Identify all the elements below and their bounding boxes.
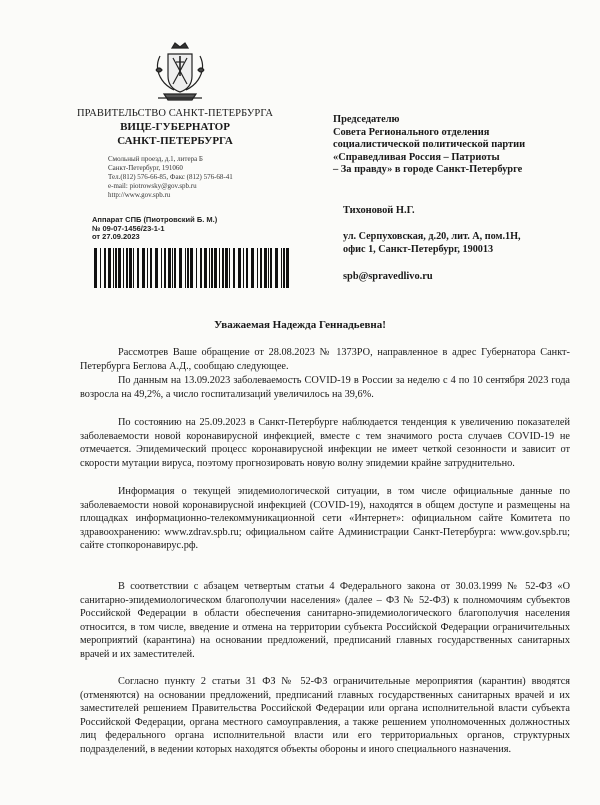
barcode-bar [94, 248, 97, 288]
contact-line: Смольный проезд, д.1, литера Б [108, 155, 203, 163]
office-title-line1: ВИЦЕ-ГУБЕРНАТОР [120, 121, 230, 133]
addressee-line: «Справедливая Россия – Патриоты [333, 151, 500, 163]
barcode-bar [283, 248, 285, 288]
addressee-name: Тихоновой Н.Г. [343, 205, 415, 216]
barcode-bar [251, 248, 254, 288]
barcode-bar [268, 248, 269, 288]
document-barcode [92, 248, 292, 288]
contact-line: Санкт-Петербург, 191060 [108, 164, 183, 172]
barcode-bar [126, 248, 128, 288]
barcode-bar [150, 248, 152, 288]
barcode-bar [113, 248, 114, 288]
barcode-bar [229, 248, 230, 288]
body-paragraph: По состоянию на 25.09.2023 в Санкт-Петербурге наблюдается тенденция к увеличению показателей заболеваемости новой коронавирусной инфекцией, вместе с тем значимого роста случаев COVID-19 не отмечается. Эпидемический процесс коронавирусной инфекции не имеет четкой сезонности и зависит от скорости мутации вируса, поэтому прогнозировать новую волну эпидемии крайне затруднительно. [80, 417, 570, 469]
barcode-bar [174, 248, 176, 288]
barcode-bar [104, 248, 106, 288]
barcode-bar [238, 248, 241, 288]
barcode-bar [137, 248, 139, 288]
barcode-bar [164, 248, 166, 288]
barcode-bar [246, 248, 248, 288]
barcode-bar [100, 248, 101, 288]
body-paragraph: В соответствии с абзацем четвертым статьи 4 Федерального закона от 30.03.1999 № 52-ФЗ «О санитарно-эпидемиологическом благополучии населения» (далее – ФЗ № 52-ФЗ) к полномочиям субъектов Российской Федерации в области обеспечения санитарно-эпидемиологического благополучия населения относится, в том числе, введение и отмена на территории субъекта Российской Федерации ограничительных мероприятий (карантина) на основании предложений, предписаний главных государственных санитарных врачей и их заместителей. [80, 581, 570, 660]
office-title-line2: САНКТ-ПЕТЕРБУРГА [117, 135, 233, 147]
addressee-address-line1: ул. Серпуховская, д.20, лит. А, пом.1Н, [343, 231, 521, 242]
barcode-bar [168, 248, 171, 288]
addressee-line: – За правду» в городе Санкт-Петербурге [333, 164, 523, 175]
sender-block [60, 108, 290, 147]
barcode-bar [196, 248, 197, 288]
contact-line: Тел.(812) 576-66-85, Факс (812) 576-68-41 [108, 173, 233, 181]
stamp-line: от 27.09.2023 [92, 232, 140, 241]
barcode-bar [222, 248, 224, 288]
barcode-bar [260, 248, 262, 288]
barcode-bar [219, 248, 220, 288]
barcode-bar [190, 248, 193, 288]
barcode-bar [147, 248, 148, 288]
barcode-bar [155, 248, 158, 288]
barcode-bar [257, 248, 258, 288]
barcode-bar [204, 248, 207, 288]
barcode-bar [264, 248, 267, 288]
barcode-bar [115, 248, 117, 288]
body-paragraph: Информация о текущей эпидемиологической ситуации, в том числе официальные данные по заболеваемости новой коронавирусной инфекцией (COVID-19), находятся в общем доступе и размещены на площадках информационно-телекоммуникационной сети «Интернет»: официальном сайте Комитета по здравоохранению: www.zdrav.spb.ru; официальном сайте Администрации Санкт-Петербурга: www.gov.spb.ru; сайте стопкоронавирус.рф. [80, 486, 570, 551]
addressee-email: spb@spravedlivo.ru [343, 271, 433, 282]
stamp-line: № 09-07-1456/23-1-1 [92, 223, 165, 233]
barcode-bar [179, 248, 182, 288]
salutation: Уважаемая Надежда Геннадьевна! [214, 319, 386, 331]
addressee-line: Совета Регионального отделения [333, 126, 490, 138]
body-paragraph: Согласно пункту 2 статьи 31 ФЗ № 52-ФЗ ограничительные мероприятия (карантин) вводятся (отменяются) на основании предложений, предписаний главных государственных санитарных врачей и их заместителей решением Правительства Российской Федерации или органа исполнительной власти субъекта Российской Федерации, органа местного самоуправления, а также решением уполномоченных должностных лиц федерального органа исполнительной власти или его территориальных органов, структурных подразделений, в ведении которых находятся объекты обороны и иного специального назначения. [80, 676, 570, 755]
barcode-bar [209, 248, 210, 288]
body-paragraph: По данным на 13.09.2023 заболеваемость COVID-19 в России за неделю с 4 по 10 сентября 2023 года возросла на 49,2%, а число госпитализаций увеличилось на 39,6%. [80, 375, 570, 400]
registration-stamp [92, 216, 217, 242]
barcode-bar [129, 248, 132, 288]
addressee-line: социалистической политической партии [333, 139, 526, 150]
barcode-bar [187, 248, 189, 288]
body-paragraph: Рассмотрев Ваше обращение от 28.08.2023 № 1373РО, направленное в адрес Губернатора Санкт-Петербурга Беглова А.Д., сообщаю следующее. [80, 347, 570, 372]
barcode-bar [225, 248, 228, 288]
barcode-bar [118, 248, 121, 288]
barcode-bar [243, 248, 244, 288]
contact-line: e-mail: piotrowsky@gov.spb.ru [108, 182, 197, 190]
contact-line: http://www.gov.spb.ru [108, 191, 171, 199]
barcode-bar [142, 248, 145, 288]
barcode-bar [200, 248, 202, 288]
stamp-line: Аппарат СПБ (Пиотровский Б. М.) [92, 215, 218, 224]
sender-contacts [108, 155, 233, 200]
barcode-bar [214, 248, 217, 288]
addressee-address-line2: офис 1, Санкт-Петербург, 190013 [343, 244, 494, 255]
barcode-bar [270, 248, 272, 288]
barcode-bar [211, 248, 213, 288]
addressee-block [333, 114, 593, 177]
government-name: ПРАВИТЕЛЬСТВО САНКТ-ПЕТЕРБУРГА [76, 108, 274, 119]
coat-of-arms-emblem [150, 40, 210, 104]
barcode-bar [185, 248, 186, 288]
addressee-line: Председателю [333, 114, 400, 125]
barcode-bar [108, 248, 111, 288]
barcode-bar [123, 248, 124, 288]
barcode-bar [233, 248, 235, 288]
barcode-bar [281, 248, 282, 288]
barcode-bar [133, 248, 134, 288]
barcode-bar [161, 248, 162, 288]
barcode-bar [286, 248, 289, 288]
barcode-bar [172, 248, 173, 288]
barcode-bar [275, 248, 278, 288]
